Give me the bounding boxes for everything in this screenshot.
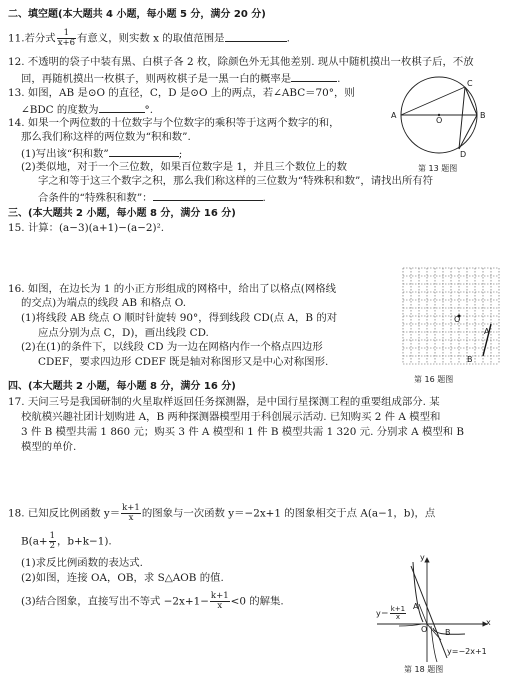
hyperbola-label: y＝ $\frac{k+1}{x}$: [376, 605, 406, 621]
answer-blank: [225, 31, 287, 42]
point-label-A: A: [391, 111, 397, 120]
question-17-line3: 3 件 B 模型共需 1 860 元；购买 3 件 A 模型和 1 件 B 模型共需 1 320 元. 分别求 A 模型和 B: [21, 426, 465, 438]
point-label-O: O: [436, 116, 443, 125]
question-14-line1: 14. 如果一个两位数的十位数字与个位数字的乘积等于这两个数字的和，: [8, 117, 340, 129]
origin-label-O: O: [421, 625, 428, 634]
question-12-line2: 回，再随机摸出一枚棋子，则两枚棋子是一黑一白的概率是 .: [21, 73, 341, 85]
axis-label-y: y: [420, 553, 425, 562]
question-13-line1: 13. 如图，AB 是⊙O 的直径，C，D 是⊙O 上的两点，若∠ABC＝70°，则: [8, 87, 355, 99]
question-16-line2: 的交点)为端点的线段 AB 和格点 O.: [21, 297, 187, 309]
point-label-A: A: [413, 602, 419, 611]
question-18-sub1: (1)求反比例函数的表达式.: [21, 557, 143, 569]
answer-blank: [291, 71, 337, 82]
question-18-sub3: (3)结合图象，直接写出不等式 −2x+1− $\frac{k+1}{x}$ <0 的解集.: [21, 591, 284, 611]
answer-blank: [153, 190, 263, 201]
question-14-sub1: (1)写出该“积和数” ;: [21, 148, 183, 160]
point-label-A: A: [484, 327, 490, 336]
point-label-B: B: [467, 355, 473, 364]
answer-blank: [109, 146, 179, 157]
point-label-B: B: [480, 111, 486, 120]
figure-13-caption: 第 13 题图: [418, 164, 458, 173]
point-label-C: C: [467, 79, 473, 88]
answer-blank: [99, 102, 145, 113]
question-16-sub2-line2: CDEF，要求四边形 CDEF 既是轴对称图形又是中心对称图形.: [38, 356, 329, 368]
section-header: 三、(本大题共 2 小题，每小题 8 分，满分 16 分): [8, 208, 236, 219]
section-header: 二、填空题(本大题共 4 小题，每小题 5 分，满分 20 分): [8, 9, 266, 20]
section-header: 四、(本大题共 2 小题，每小题 8 分，满分 16 分): [8, 381, 236, 392]
question-17-line4: 模型的单价.: [21, 441, 77, 453]
question-18-line1: 18. 已知反比例函数 y＝ $\frac{k+1}{x}$ 的图象与一次函数 y＝−2x+1 的图象相交于点 A(a−1，b)，点: [8, 503, 436, 523]
point-label-D: D: [460, 150, 467, 159]
figure-16-caption: 第 16 题图: [414, 375, 454, 384]
question-18-line2: B(a+ $\frac{1}{2}$ ，b+k−1).: [21, 531, 112, 551]
point-label-O: O: [454, 315, 461, 324]
figure-16-grid: [403, 268, 499, 364]
question-11: 11.若分式 $\frac{1}{x+6}$ 有意义，则实数 x 的取值范围是 .: [8, 28, 290, 48]
question-14-sub2-line2: 字之和等于这三个数字之积，那么我们称这样的三位数为“特殊积和数”，请找出所有符: [38, 175, 434, 187]
figure-18-caption: 第 18 题图: [404, 665, 444, 674]
question-14-sub2-line3: 合条件的“特殊积和数”： .: [38, 192, 266, 204]
question-16-sub1-line2: 应点分别为点 C，D)，画出线段 CD.: [38, 327, 209, 339]
question-15: 15. 计算：(a−3)(a+1)−(a−2)².: [8, 222, 165, 234]
axis-label-x: x: [486, 618, 491, 627]
question-13-line2: ∠BDC 的度数为 °.: [21, 104, 153, 116]
question-17-line2: 校航模兴趣社团计划购进 A，B 两种探测器模型用于科创展示活动. 已知购买 2 件 A 模型和: [21, 411, 441, 423]
question-18-sub2: (2)如图，连接 OA，OB，求 S△AOB 的值.: [21, 572, 224, 584]
question-16-sub1-line1: (1)将线段 AB 绕点 O 顺时针旋转 90°，得到线段 CD(点 A，B 的对: [21, 312, 338, 324]
question-12-line1: 12. 不透明的袋子中装有黑、白棋子各 2 枚，除颜色外无其他差别. 现从中随机摸出一枚棋子后，不放: [8, 56, 474, 68]
question-16-sub2-line1: (2)在(1)的条件下，以线段 CD 为一边在网格内作一个格点四边形: [21, 341, 323, 353]
question-14-line2: 那么我们称这样的两位数为“积和数”.: [21, 131, 191, 143]
line-label: y=−2x+1: [447, 647, 487, 656]
question-16-line1: 16. 如图，在边长为 1 的小正方形组成的网格中，给出了以格点(网格线: [8, 283, 337, 295]
question-14-sub2-line1: (2)类似地，对于一个三位数，如果百位数字是 1，并且三个数位上的数: [21, 161, 347, 173]
question-17-line1: 17. 天问三号是我国研制的火星取样返回任务探测器，是中国行星探测工程的重要组成部分. 某: [8, 396, 440, 408]
point-label-B: B: [445, 628, 451, 637]
